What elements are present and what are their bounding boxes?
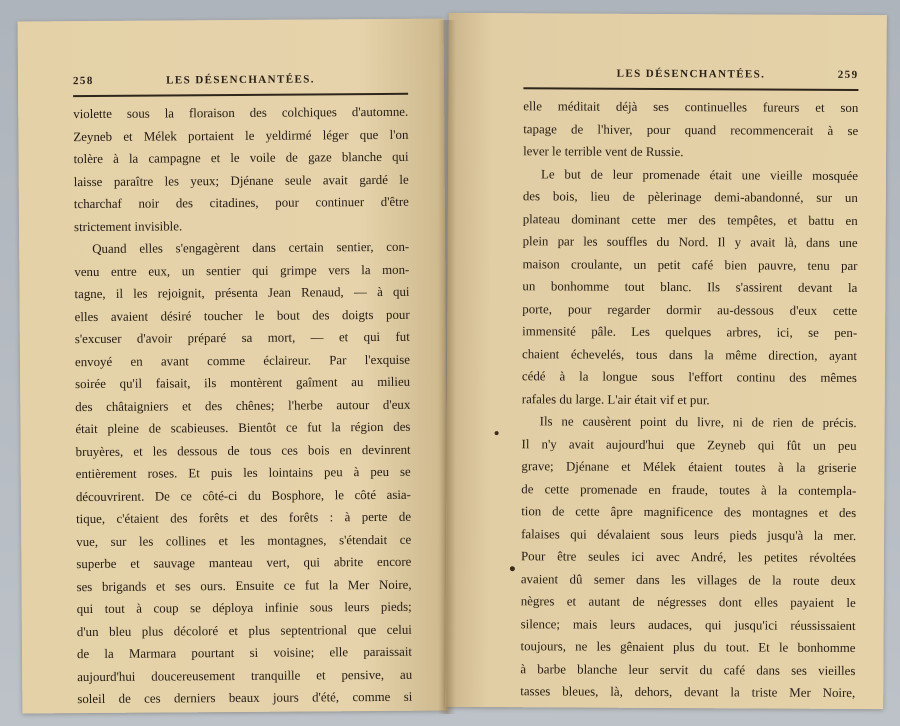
text-line: violette sous la floraison des colchiques d'automne. (73, 104, 409, 122)
text-line: porte, pour regarder dormir au-dessous d'eux cette (522, 301, 858, 318)
right-running-title: LES DÉSENCHANTÉES. (616, 67, 766, 81)
left-running-title: LES DÉSENCHANTÉES. (166, 73, 315, 87)
left-running-header (73, 73, 408, 91)
text-line: plateau dominant cette mer des tempêtes, et battu en (522, 211, 858, 228)
text-line: grave; Djénane et Mélek étaient toutes à la griserie (521, 459, 857, 475)
text-line: Quand elles s'engagèrent dans certain sentier, con- (92, 239, 410, 256)
text-line: s'excuser d'avoir préparé sa mort, — et qui fut (74, 329, 410, 347)
right-header-rule (523, 87, 858, 90)
text-line: de la Marmara pourtant si voisine; elle paraissait (76, 644, 413, 662)
left-header-rule (73, 93, 408, 97)
text-line: rafales du large. L'air était vif et pur. (521, 391, 710, 407)
right-page-text (520, 95, 858, 704)
text-line: entièrement roses. Et puis les lointains peu à peu se (75, 464, 411, 482)
text-line: Le but de leur promenade était une vieille mosquée (540, 166, 859, 183)
text-line: laisse paraître les yeux; Djénane seule avait gardé le (73, 172, 409, 189)
ink-speck (510, 566, 515, 571)
right-page (445, 13, 887, 709)
text-line: Ils ne causèrent point du livre, ni de rien de précis. (539, 414, 857, 430)
text-line: de cette promenade en fraude, toutes à la contempla- (521, 481, 857, 498)
text-line: ses brigands et ses ours. Ensuite ce fut la Mer Noire, (76, 577, 412, 594)
text-line: tolère à la campagne et le voile de gaze blanche qui (73, 149, 409, 167)
text-line: cédé à la longue sous l'effort continu des mêmes (521, 369, 857, 385)
text-line: strictement invisible. (73, 218, 183, 234)
text-line: nègres et autant de négresses dont elles payaient le (520, 594, 856, 610)
text-line: des châtaigniers et des chênes; l'herbe autour d'eux (75, 397, 411, 414)
text-line: d'un bleu plus décoloré et plus septentrional que celui (76, 622, 412, 639)
text-line: envoyé en avant comme éclaireur. Par l'exquise (74, 352, 411, 369)
text-line: découvrirent. De ce côté-ci du Bosphore, le côté asia- (75, 487, 411, 504)
text-line: superbe et sauvage manteau vert, qui abrite encore (76, 554, 412, 572)
ink-speck (495, 431, 499, 435)
text-line: tagne, il les rejoignit, présenta Jean Renaud, — à qui (74, 284, 410, 302)
text-line: tique, c'étaient des forêts et des forêts : à perte de (76, 509, 412, 527)
text-line: des bois, lieu de pèlerinage demi-abandonné, sur un (522, 189, 858, 206)
text-line: plein par les souffles du Nord. Il y avait là, dans une (522, 234, 858, 251)
text-line: silence; mais leurs audaces, qui jusqu'ici réussissaient (520, 616, 856, 633)
left-page-text (73, 101, 412, 711)
text-line: maison croulante, un petit café bien pauvre, tenu par (522, 256, 858, 273)
text-line: chaient échevelés, tous dans la même direction, ayant (521, 346, 858, 363)
text-line: Il n'y avait aujourd'hui que Zeyneb qui fût un peu (521, 436, 857, 453)
text-line: elles avaient désiré toucher le bout des doigts pour (74, 307, 410, 324)
text-line: immensité pâle. Les quelques arbres, ici, se pen- (522, 324, 858, 341)
text-line: elle méditait déjà ses continuelles fureurs et son (523, 99, 859, 116)
text-line: venu entre eux, un sentier qui grimpe vers la mon- (74, 262, 410, 279)
text-line: tion de cette âpre magnificence des montagnes et des (521, 504, 857, 520)
text-line: avaient dû semer dans les villages de la route deux (520, 571, 856, 588)
text-line: tasses bleues, là, dehors, devant la triste Mer Noire, (520, 684, 856, 700)
text-line: bruyères, et les dessous de tous ces bois en devinrent (75, 442, 411, 459)
text-line: un bonhomme tout blanc. Ils s'assirent devant la (522, 279, 858, 296)
text-line: falaises qui dévalaient sous leurs pieds jusqu'à la mer. (521, 526, 857, 543)
text-line: à barbe blanche leur servit du café dans ses vieilles (520, 661, 856, 678)
text-line: soirée qu'il faisait, ils montèrent gaîment au milieu (75, 374, 411, 392)
right-running-header (523, 67, 858, 85)
text-line: soleil de ces derniers beaux jours d'été, comme si (77, 689, 413, 707)
left-page-number: 258 (72, 74, 94, 88)
left-page (18, 19, 449, 714)
text-line: lever le terrible vent de Russie. (523, 144, 684, 160)
text-line: aujourd'hui doucereusement tranquille et pensive, au (77, 667, 413, 684)
text-line: était pleine de scabieuses. Bientôt ce fut la région des (75, 419, 411, 437)
right-page-number: 259 (837, 68, 859, 82)
text-line: Pour être seules ici avec André, les petites révoltées (520, 549, 857, 565)
text-line: Zeyneb et Mélek portaient le yeldirmé léger que l'on (73, 127, 409, 144)
text-line: toujours, ne les gênaient plus du tout. Et le bonhomme (520, 639, 856, 655)
text-line: tcharchaf noir des citadines, pour continuer d'être (73, 194, 409, 212)
text-line: vue, sur les collines et les montagnes, s'étendait ce (76, 532, 412, 549)
text-line: qui tout à coup se déploya infinie sous leurs pieds; (76, 599, 412, 617)
text-line: tapage de l'hiver, pour quand recommencerait à se (523, 121, 859, 138)
